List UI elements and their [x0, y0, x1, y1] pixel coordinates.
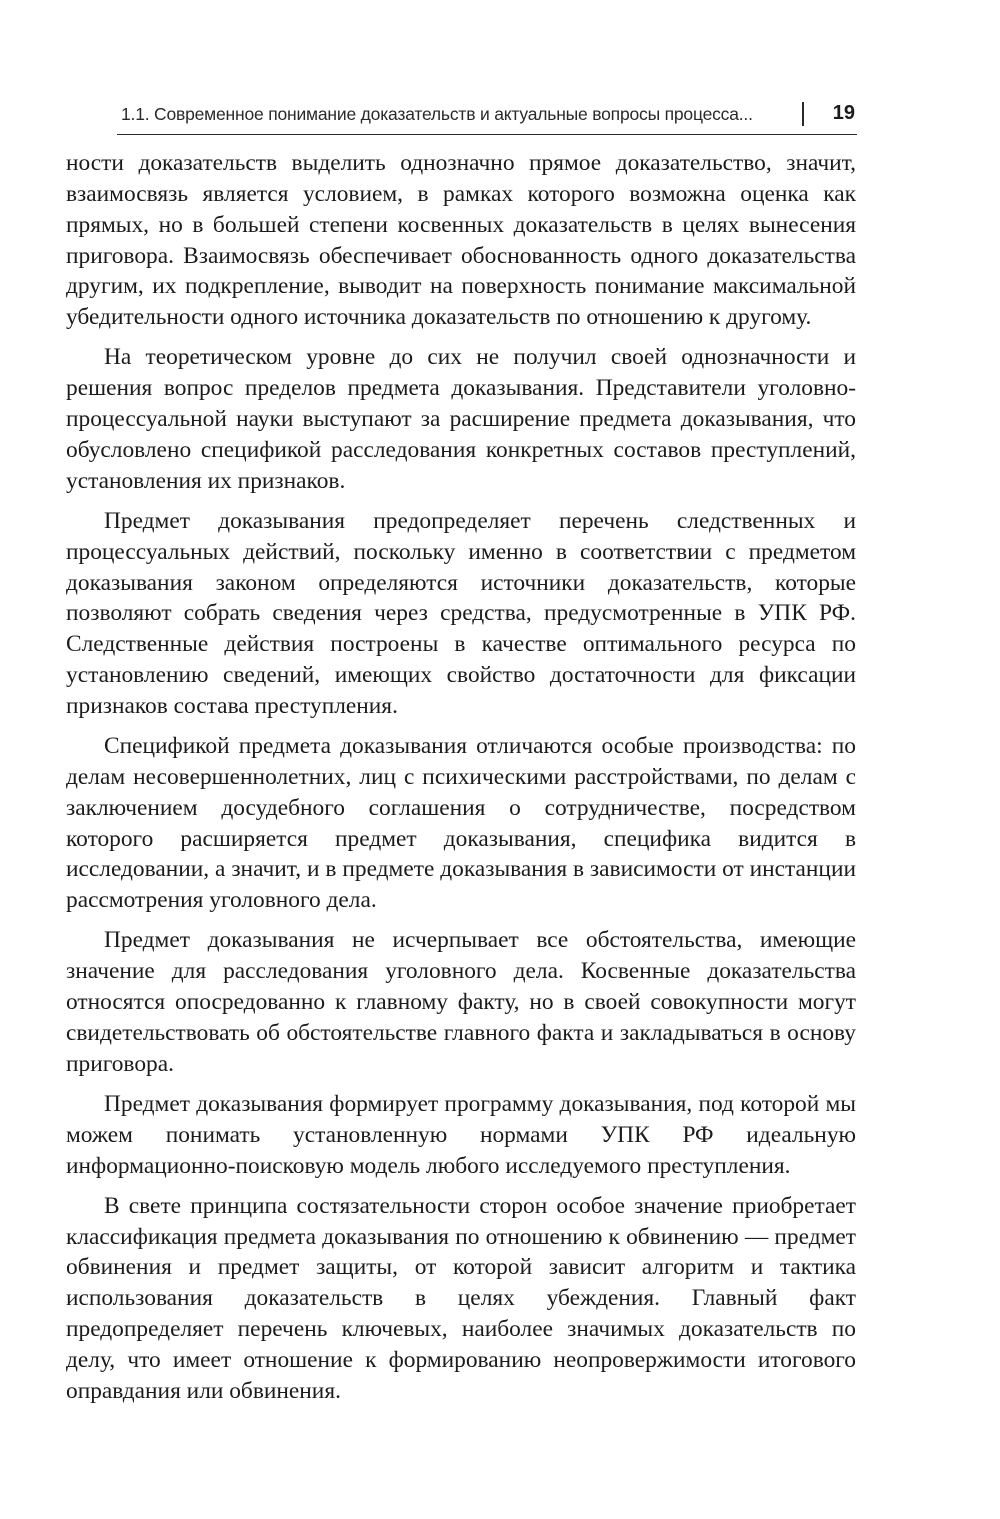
- paragraph: На теоретическом уровне до сих не получил своей однозначности и решения вопрос пределов предмета доказывания. Представители уголовно-процессуальной науки выступают за расширение предмета доказывания, что обусловлено спецификой расследования конкретных составов преступлений, установления их признаков.: [66, 344, 856, 494]
- running-head-separator: [802, 102, 804, 126]
- paragraph: Предмет доказывания предопределяет перечень следственных и процессуальных действий, поскольку именно в соответствии с предметом доказывания законом определяются источники доказательств, которые позволяют собрать сведения через средства, предусмотренные в УПК РФ. Следственные действия построены в качестве оптимального ресурса по установлению сведений, имеющих свойство достаточности для фиксации признаков состава преступления.: [66, 507, 856, 719]
- paragraph: Предмет доказывания формирует программу доказывания, под которой мы можем понимать установленную нормами УПК РФ идеальную информационно-поисковую модель любого исследуемого преступления.: [66, 1090, 856, 1179]
- paragraph: Спецификой предмета доказывания отличаются особые производства: по делам несовершеннолетних, лиц с психическими расстройствами, по делам с заключением досудебного соглашения о сотрудничестве, посредством которого расширяется предмет доказывания, специфика видится в исследовании, а значит, и в предмете доказывания в зависимости от инстанции рассмотрения уголовного дела.: [66, 733, 856, 914]
- body-text: [66, 148, 856, 1416]
- paragraph: В свете принципа состязательности сторон особое значение приобретает классификация предмета доказывания по отношению к обвинению — предмет обвинения и предмет защиты, от которой зависит алгоритм и тактика использования доказательств в целях убеждения. Главный факт предопределяет перечень ключевых, наиболее значимых доказательств по делу, что имеет отношение к формированию неопровержимости итогового оправдания или обвинения.: [66, 1192, 856, 1404]
- running-head: [117, 98, 857, 135]
- paragraph: ности доказательств выделить однозначно прямое доказательство, значит, взаимосвязь является условием, в рамках которого возможна оценка как прямых, но в большей степени косвенных доказательств в целях вынесения приговора. Взаимосвязь обеспечивает обоснованность одного доказательства другим, их подкрепление, выводит на поверхность понимание максимальной убедительности одного источника доказательств по отношению к другому.: [66, 150, 856, 331]
- running-head-title: 1.1. Современное понимание доказательств и актуальные вопросы процесса...: [121, 104, 753, 124]
- page-number: 19: [832, 102, 855, 124]
- paragraph: Предмет доказывания не исчерпывает все обстоятельства, имеющие значение для расследования уголовного дела. Косвенные доказательства относятся опосредованно к главному факту, но в своей совокупности могут свидетельствовать об обстоятельстве главного факта и закладываться в основу приговора.: [66, 927, 856, 1077]
